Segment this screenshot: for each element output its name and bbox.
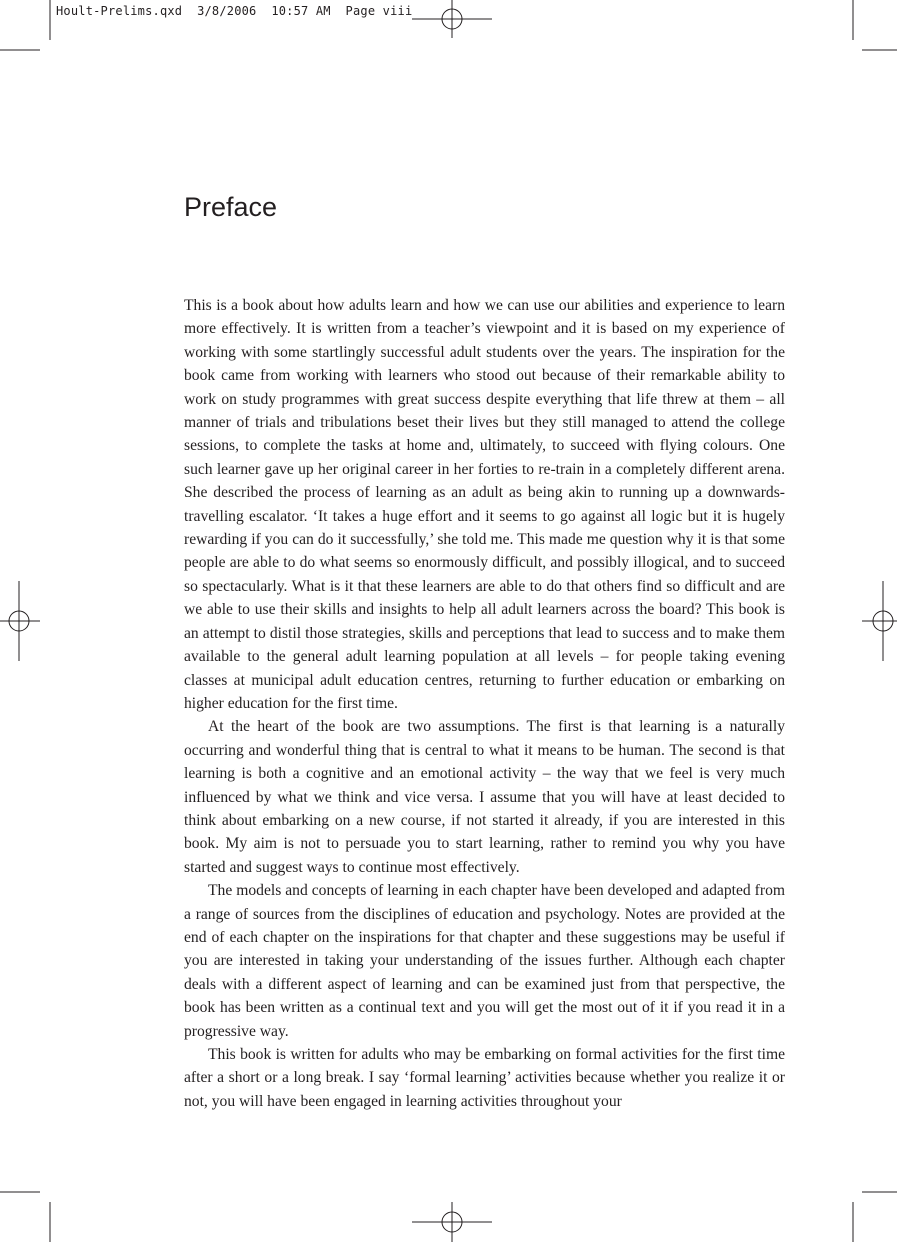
paragraph: This book is written for adults who may be embarking on formal activities for the first time after a short or a long break. I say ‘formal learning’ activities because whether you realize it or not, you will have been engaged in learning activities throughout your (184, 1046, 785, 1110)
registration-mark-right (862, 581, 897, 661)
registration-mark-top (412, 0, 492, 38)
registration-mark-left (0, 581, 40, 661)
paragraph: At the heart of the book are two assumptions. The first is that learning is a naturally occurring and wonderful thing that is central to what it means to be human. The second is that learning is both a cognitive and an emotional activity – the way that we feel is very much influenced by what we think and vice versa. I assume that you will have at least decided to think about embarking on a new course, if not started it already, if you are interested in this book. My aim is not to persuade you to start learning, rather to remind you why you have started and suggest ways to continue most effectively. (184, 718, 785, 876)
print-slug-line: Hoult-Prelims.qxd 3/8/2006 10:57 AM Page viii (56, 4, 413, 18)
body-text (184, 294, 785, 1113)
page-title: Preface (184, 192, 278, 222)
paragraph: The models and concepts of learning in each chapter have been developed and adapted from a range of sources from the disciplines of education and psychology. Notes are provided at the end of each chapter on the inspirations for that chapter and these suggestions may be useful if you are interested in taking your understanding of the issues further. Although each chapter deals with a different aspect of learning and can be examined just from that perspective, the book has been written as a continual text and you will get the most out of it if you read it in a progressive way. (184, 882, 785, 1040)
paragraph: This is a book about how adults learn and how we can use our abilities and experience to learn more effectively. It is written from a teacher’s viewpoint and it is based on my experience of working with some startlingly successful adult students over the years. The inspiration for the book came from working with learners who stood out because of their remarkable ability to work on study programmes with great success despite everything that life threw at them – all manner of trials and tribulations beset their lives but they still managed to attend the college sessions, to complete the tasks at home and, ultimately, to succeed with flying colours. One such learner gave up her original career in her forties to re-train in a completely different arena. She described the process of learning as an adult as being akin to running up a downwards-travelling escalator. ‘It takes a huge effort and it seems to go against all logic but it is hugely rewarding if you can do it successfully,’ she told me. This made me question why it is that some people are able to do what seems so enormously difficult, and possibly illogical, and to succeed so spectacularly. What is it that these learners are able to do that others find so difficult and are we able to use their skills and insights to help all adult learners across the board? This book is an attempt to distil those strategies, skills and perceptions that lead to success and to make them available to the general adult learning population at all levels – for people taking evening classes at municipal adult education centres, returning to further education or embarking on higher education for the first time. (184, 297, 785, 712)
registration-mark-bottom (412, 1202, 492, 1242)
